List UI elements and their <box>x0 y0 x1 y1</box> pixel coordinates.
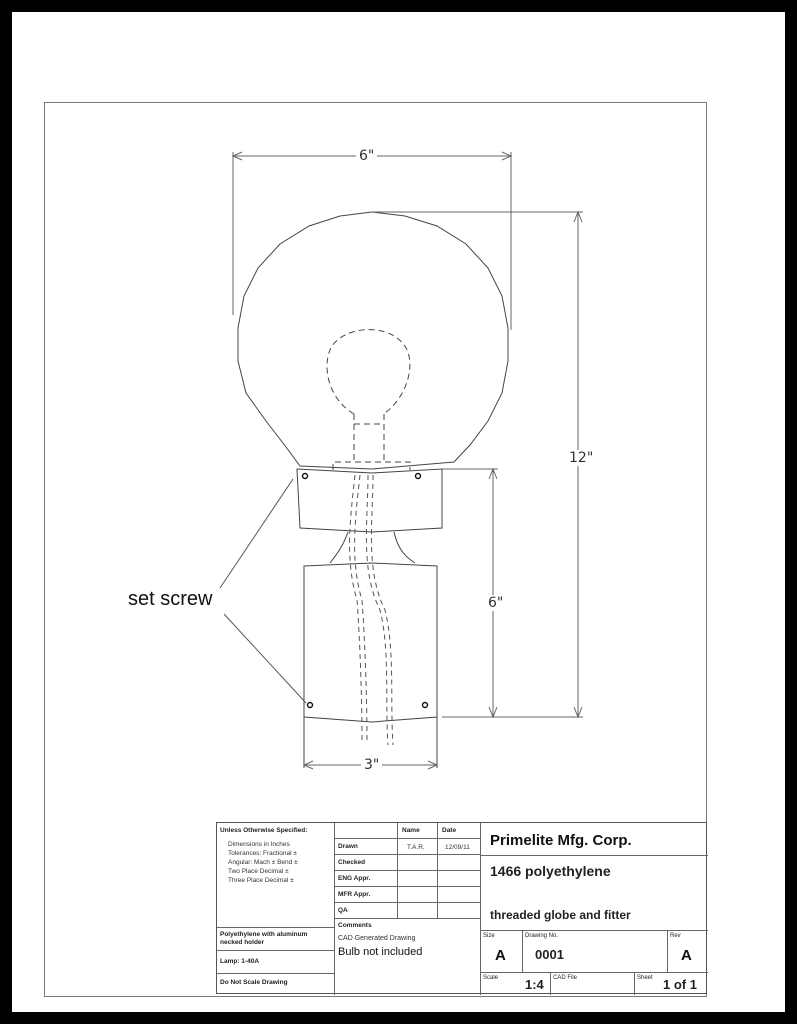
spec-heading: Unless Otherwise Specified: <box>220 827 308 834</box>
rev-cell <box>668 931 708 973</box>
comments-label: Comments <box>338 922 372 929</box>
title-block <box>216 822 707 994</box>
spec-line: Two Place Decimal ± <box>228 868 289 875</box>
row-qa-name <box>398 903 438 919</box>
drawing-no-label: Drawing No. <box>525 933 559 939</box>
size-label: Size <box>483 933 495 939</box>
row-name: T.A.R. <box>407 844 425 851</box>
spec-line: Tolerances: Fractional ± <box>228 850 297 857</box>
set-screw-bottom-right <box>423 703 428 708</box>
material-text: Polyethylene with aluminum necked holder <box>220 931 308 946</box>
approvals-header-blank <box>335 823 398 839</box>
row-date: 12/09/11 <box>445 844 470 851</box>
company-cell <box>481 823 708 856</box>
row-label: ENG Appr. <box>338 875 371 882</box>
drawing-no-cell <box>523 931 668 973</box>
spec-line: Dimensions in Inches <box>228 841 290 848</box>
spec-line: Three Place Decimal ± <box>228 877 294 884</box>
set-screw-top-left <box>303 474 308 479</box>
lamp-cell <box>217 951 335 974</box>
row-drawn-label <box>335 839 398 855</box>
row-qa-label <box>335 903 398 919</box>
dim-base-width: 3" <box>361 757 382 773</box>
title-cell <box>481 856 708 931</box>
rev-value: A <box>681 947 692 964</box>
set-screw-callout: set screw <box>128 588 213 610</box>
size-value: A <box>495 947 506 964</box>
row-label: MFR Appr. <box>338 891 371 898</box>
header-date: Date <box>442 827 457 834</box>
scale-label: Scale <box>483 975 499 981</box>
row-qa-date <box>438 903 481 919</box>
no-scale-cell <box>217 974 335 995</box>
comments-line1: CAD Generated Drawing <box>338 935 416 942</box>
scale-value: 1:4 <box>525 977 544 992</box>
wire-hidden-lines <box>350 475 393 745</box>
lamp-text: Lamp: 1-40A <box>220 958 260 965</box>
row-drawn-name <box>398 839 438 855</box>
row-drawn-date <box>438 839 481 855</box>
sheet-cell <box>635 973 708 995</box>
bulb-outline <box>327 330 410 470</box>
comments-line2: Bulb not included <box>338 946 423 958</box>
scale-cell <box>481 973 551 995</box>
row-mfr-name <box>398 887 438 903</box>
row-mfr-label <box>335 887 398 903</box>
cad-file-cell <box>551 973 635 995</box>
comments-cell <box>335 919 481 995</box>
sheet-label: Sheet <box>637 975 653 981</box>
drawing-no-value: 0001 <box>535 947 564 962</box>
row-eng-name <box>398 871 438 887</box>
sheet-value: 1 of 1 <box>663 977 697 992</box>
row-label: Checked <box>338 859 366 866</box>
no-scale-text: Do Not Scale Drawing <box>220 979 288 986</box>
approvals-header-date <box>438 823 481 839</box>
row-checked-date <box>438 855 481 871</box>
row-label: QA <box>338 907 348 914</box>
material-cell <box>217 928 335 951</box>
row-label: Drawn <box>338 843 358 850</box>
title-line1: 1466 polyethylene <box>490 863 611 879</box>
row-mfr-date <box>438 887 481 903</box>
spec-cell <box>217 823 335 928</box>
dim-globe-width: 6" <box>356 148 377 164</box>
header-name: Name <box>402 827 420 834</box>
row-checked-label <box>335 855 398 871</box>
dim-overall-height: 12" <box>566 450 596 466</box>
size-cell <box>481 931 523 973</box>
row-eng-label <box>335 871 398 887</box>
spec-line: Angular: Mach ± Bend ± <box>228 859 298 866</box>
cad-file-label: CAD File <box>553 975 578 981</box>
set-screw-top-right <box>416 474 421 479</box>
row-eng-date <box>438 871 481 887</box>
approvals-header-name <box>398 823 438 839</box>
set-screw-bottom-left <box>308 703 313 708</box>
company-name: Primelite Mfg. Corp. <box>490 832 632 849</box>
fitter-collar <box>297 469 442 532</box>
row-checked-name <box>398 855 438 871</box>
rev-label: Rev <box>670 933 681 939</box>
title-line2: threaded globe and fitter <box>490 908 631 922</box>
dim-fitter-height: 6" <box>485 595 506 611</box>
base-outline <box>304 563 437 722</box>
globe-outline <box>238 212 508 469</box>
